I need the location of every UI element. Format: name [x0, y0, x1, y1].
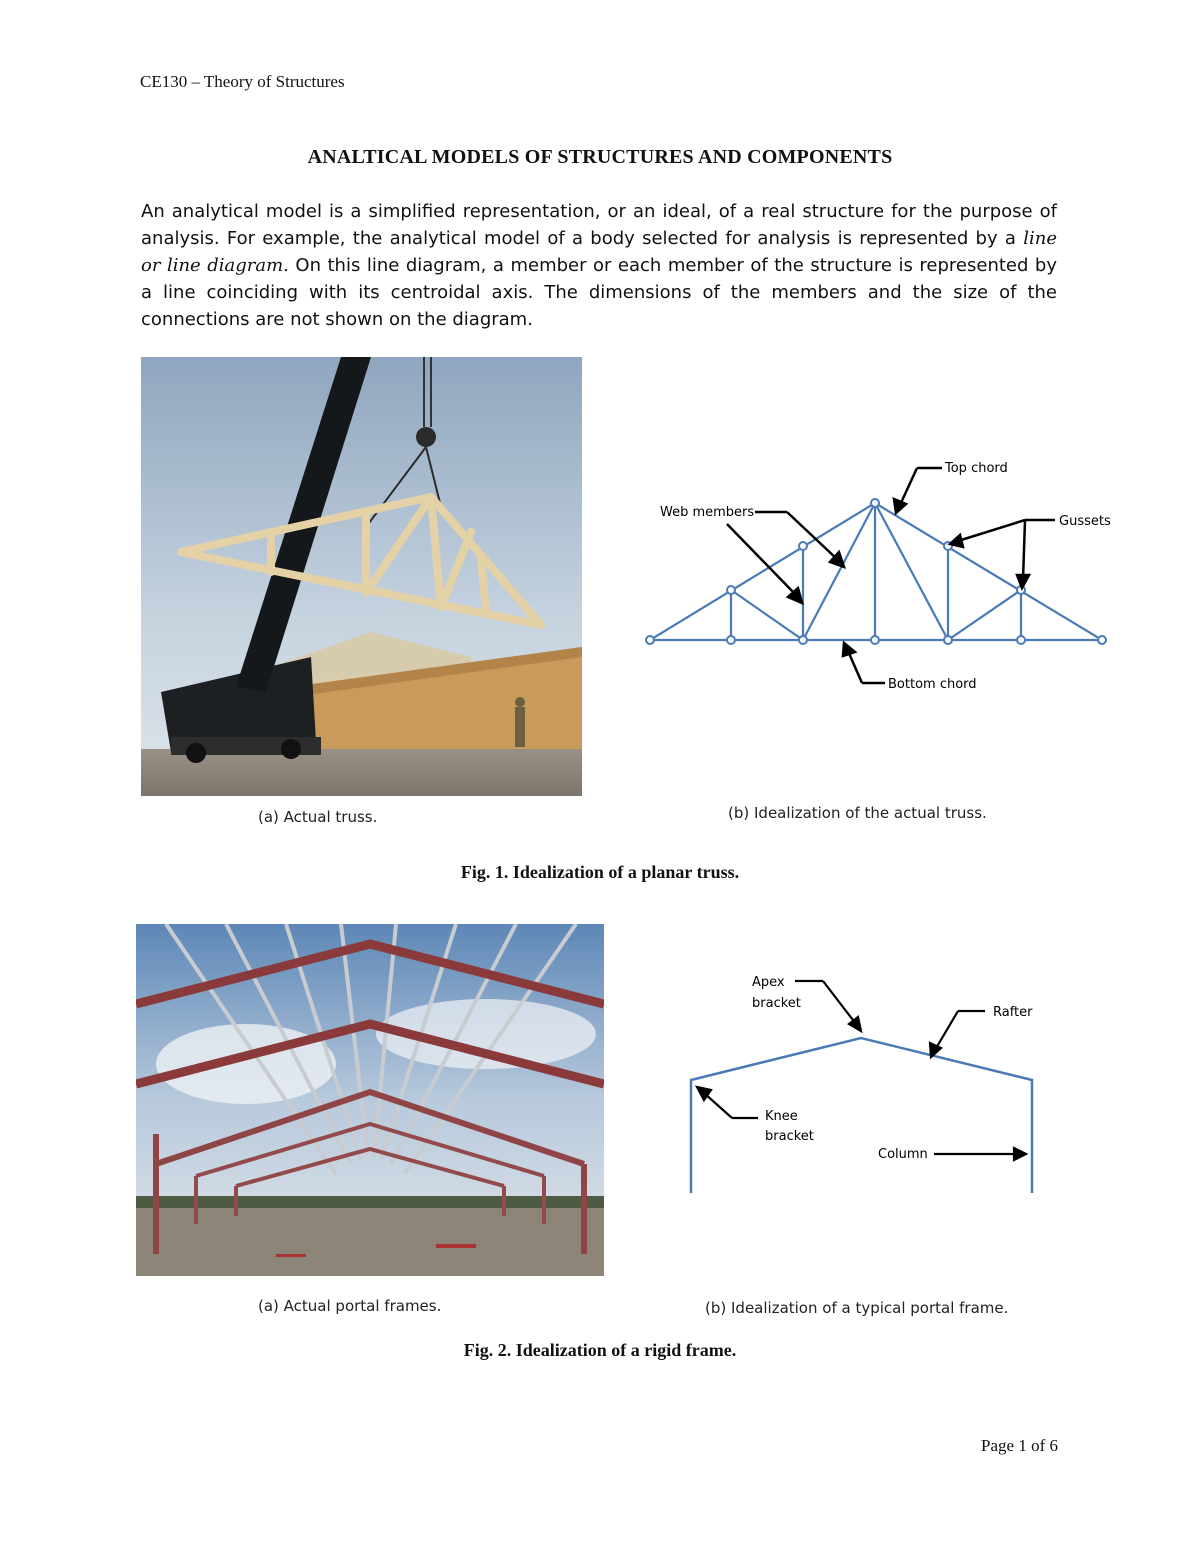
intro-text-2: On this line diagram, a member or each member of the structure is represented by a line coinciding with its centroidal axis. The dimensions of the members and the size of the connections are not shown on the diagram.	[141, 255, 1057, 330]
label-apex: Apex	[752, 975, 785, 990]
fig2-caption-b: (b) Idealization of a typical portal frame.	[705, 1299, 1009, 1317]
label-apex-bracket: bracket	[752, 996, 801, 1011]
label-top-chord: Top chord	[945, 461, 1008, 476]
truss-photo	[141, 357, 582, 796]
fig2-title: Fig. 2. Idealization of a rigid frame.	[463, 1340, 737, 1360]
intro-text-1: An analytical model is a simplified representation, or an ideal, of a real structure for the purpose of analysis. For example, the analytical model of a body selected for analysis is represented by a	[141, 201, 1057, 249]
portal-frame-diagram	[680, 968, 1060, 1198]
page-title: ANALTICAL MODELS OF STRUCTURES AND COMPONENTS	[307, 146, 893, 168]
fig2-caption-a: (a) Actual portal frames.	[258, 1297, 442, 1315]
page-number: Page 1 of 6	[981, 1436, 1058, 1455]
label-knee-bracket: bracket	[765, 1129, 814, 1144]
label-knee: Knee	[765, 1109, 798, 1124]
intro-paragraph	[141, 198, 1057, 333]
fig1-caption-b: (b) Idealization of the actual truss.	[728, 804, 987, 822]
course-header: CE130 – Theory of Structures	[140, 72, 345, 91]
label-column: Column	[878, 1147, 928, 1162]
truss-diagram	[630, 455, 1120, 705]
fig1-title: Fig. 1. Idealization of a planar truss.	[460, 862, 740, 882]
portal-frames-photo	[136, 924, 604, 1276]
label-rafter: Rafter	[993, 1005, 1033, 1020]
label-gussets: Gussets	[1059, 514, 1111, 529]
intro-italic: line or line diagram.	[141, 228, 1057, 276]
label-web-members: Web members	[660, 505, 755, 520]
fig1-caption-a: (a) Actual truss.	[258, 808, 378, 826]
label-bottom-chord: Bottom chord	[888, 677, 977, 692]
